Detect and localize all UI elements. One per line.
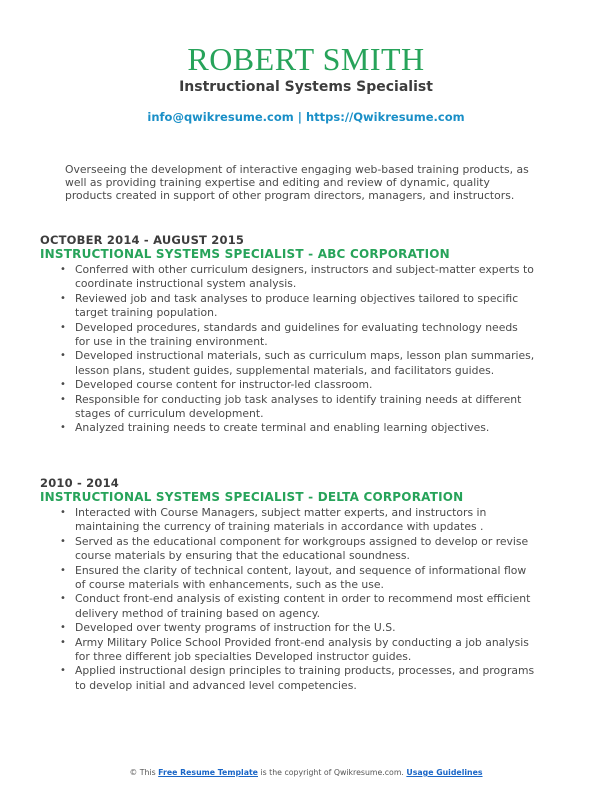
usage-guidelines-link[interactable]: Usage Guidelines [406,768,483,777]
bullet-icon: • [60,393,66,405]
job-dates: 2010 - 2014 [40,476,119,490]
job-bullet: • Reviewed job and task analyses to produce learning objectives tailored to specific target training population. [60,291,519,320]
job-bullet: • Conduct front-end analysis of existing content in order to recommend most efficient delivery method of training based on agency. [60,592,531,620]
candidate-role: Instructional Systems Specialist [179,79,433,95]
job-dates: OCTOBER 2014 - AUGUST 2015 [40,233,245,247]
footer [0,768,612,778]
job-bullet-list [40,263,560,436]
bullet-icon: • [60,292,66,304]
free-resume-template-link[interactable]: Free Resume Template [158,768,258,777]
bullet-icon: • [60,564,66,576]
job-entry [40,477,560,693]
bullet-icon: • [60,379,66,391]
candidate-name: ROBERT SMITH [187,41,425,77]
job-bullet: • Developed over twenty programs of instruction for the U.S. [60,621,396,635]
job-bullet: • Developed procedures, standards and guidelines for evaluating technology needs for use in the training environment. [60,320,518,349]
job-title: INSTRUCTIONAL SYSTEMS SPECIALIST - DELTA CORPORATION [40,490,464,504]
bullet-icon: • [60,665,66,677]
job-entry [40,234,560,436]
bullet-icon: • [60,507,66,518]
footer-prefix: © This [129,768,156,777]
footer-copyright-text: is the copyright of Qwikresume.com. [260,768,404,777]
job-bullet: • Developed course content for instructor-led classroom. [60,378,373,392]
bullet-icon: • [60,636,66,648]
job-bullet-list [40,506,560,693]
summary-paragraph: Overseeing the development of interactive engaging web-based training products, as well as providing training expertise and editing and review of dynamic, quality products created in support of other program directors, managers, and instructors. [65,163,529,203]
job-bullet: • Army Military Police School Provided front-end analysis by conducting a job analysis for three different job specialties Developed instructor guides. [60,635,529,664]
job-bullet: • Responsible for conducting job task analyses to identify training needs at different stages of curriculum development. [60,392,522,421]
job-bullet: • Developed instructional materials, such as curriculum maps, lesson plan summaries, lesson plans, student guides, supplemental materials, and facilitators guides. [60,349,535,377]
job-bullet: • Analyzed training needs to create terminal and enabling learning objectives. [60,421,490,435]
bullet-icon: • [60,593,66,605]
bullet-icon: • [60,622,66,634]
job-bullet: • Interacted with Course Managers, subject matter experts, and instructors in maintaining the currency of training materials in accordance with updates . [60,506,487,534]
job-bullet: • Applied instructional design principles to training products, processes, and programs to develop initial and advanced level competencies. [60,664,535,692]
bullet-icon: • [60,535,66,547]
bullet-icon: • [60,350,66,362]
job-title: INSTRUCTIONAL SYSTEMS SPECIALIST - ABC CORPORATION [40,247,450,261]
contact-separator: | [297,110,302,124]
bullet-icon: • [60,264,66,275]
email-link[interactable]: info@qwikresume.com [147,110,294,124]
bullet-icon: • [60,422,66,434]
bullet-icon: • [60,321,66,333]
contact-line [0,110,612,125]
job-bullet: • Conferred with other curriculum designers, instructors and subject-matter experts to coordinate instructional system analysis. [60,263,534,291]
job-bullet: • Ensured the clarity of technical content, layout, and sequence of informational flow of course materials with enhancements, such as the use. [60,563,527,592]
website-link[interactable]: https://Qwikresume.com [305,110,465,124]
job-bullet: • Served as the educational component for workgroups assigned to develop or revise course materials by ensuring that the educational soundness. [60,534,529,563]
